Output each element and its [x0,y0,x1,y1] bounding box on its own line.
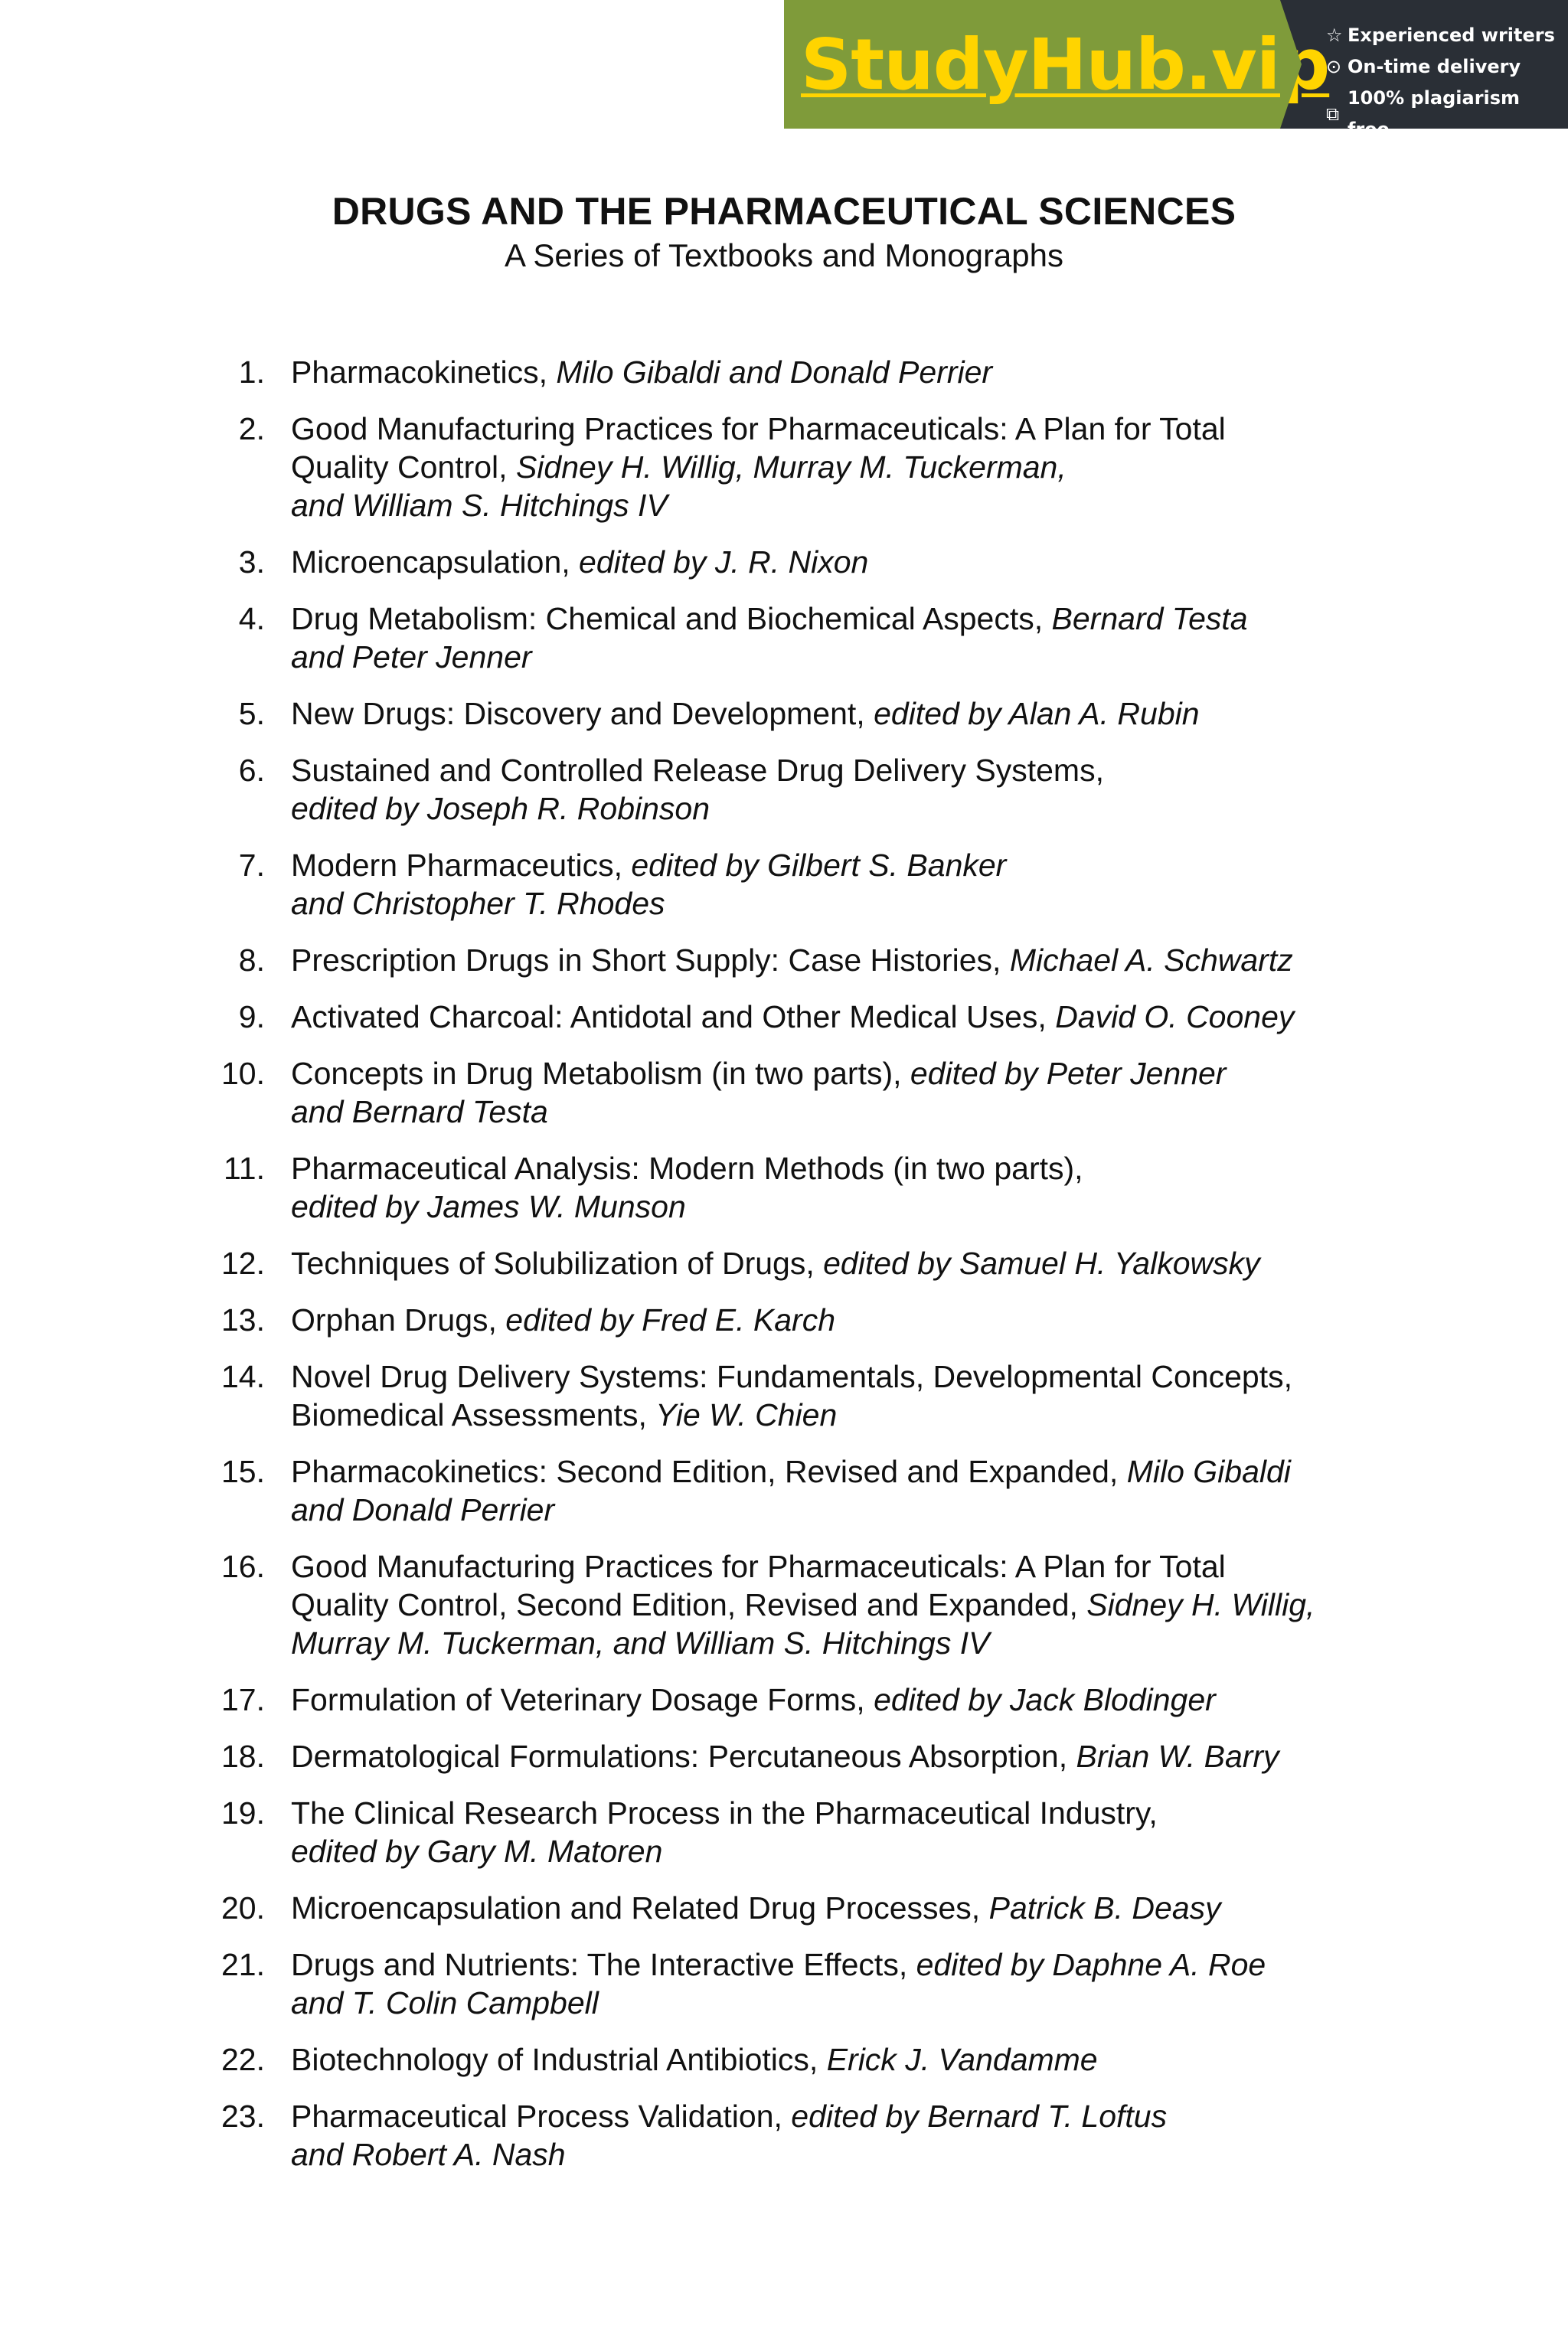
item-number: 12. [221,1246,265,1281]
item-line [291,1945,1393,1984]
list-item [0,2040,1568,2079]
item-author: edited by Joseph R. Robinson [291,791,710,826]
item-line [291,2040,1393,2079]
item-number: 17. [221,1682,265,1717]
item-text [291,1945,1393,2022]
item-author: edited by J. R. Nixon [579,544,869,580]
item-line [291,751,1393,789]
item-author: Milo Gibaldi and Donald Perrier [556,354,993,390]
list-item [0,1681,1568,1719]
item-number: 7. [238,848,265,883]
item-title: Formulation of Veterinary Dosage Forms, [291,1682,874,1717]
studyhub-logo[interactable] [784,0,1330,129]
item-title: Novel Drug Delivery Systems: Fundamentals, Developmental Concepts, [291,1359,1292,1394]
item-line [291,846,1393,884]
item-title: Pharmaceutical Process Validation, [291,2099,792,2134]
item-line [291,1681,1393,1719]
feature-label: 100% plagiarism free [1347,87,1521,140]
page-title: DRUGS AND THE PHARMACEUTICAL SCIENCES [332,190,1236,233]
item-author: edited by Peter Jenner [910,1056,1227,1091]
list-item [0,353,1568,391]
item-number: 13. [221,1302,265,1338]
item-title: Microencapsulation and Related Drug Processes, [291,1890,989,1926]
item-author: Sidney H. Willig, [1086,1587,1315,1622]
item-line [291,1794,1393,1832]
item-author: and Peter Jenner [291,639,532,675]
item-line [291,1832,1393,1870]
item-number: 11. [224,1151,265,1186]
list-item [0,1737,1568,1775]
logo-text: StudyHub.vip [801,23,1330,106]
item-line [291,1452,1393,1491]
item-author: Erick J. Vandamme [826,2042,1098,2077]
item-title: Dermatological Formulations: Percutaneous Absorption, [291,1739,1076,1774]
page-subtitle: A Series of Textbooks and Monographs [504,237,1064,273]
feature-label: On-time delivery [1348,56,1521,77]
item-title: Prescription Drugs in Short Supply: Case Histories, [291,942,1010,978]
item-line [291,1396,1393,1434]
item-line [291,1737,1393,1775]
item-number: 18. [221,1739,265,1774]
list-item [0,941,1568,979]
item-author: Sidney H. Willig, Murray M. Tuckerman, [515,449,1067,485]
item-author: edited by Samuel H. Yalkowsky [823,1246,1260,1281]
item-text [291,941,1393,979]
item-line [291,998,1393,1036]
list-item [0,599,1568,676]
studyhub-banner[interactable] [784,0,1568,140]
item-author: and Christopher T. Rhodes [291,886,665,921]
item-line [291,694,1393,733]
list-item [0,1794,1568,1870]
item-line [291,884,1393,923]
item-title: Sustained and Controlled Release Drug Delivery Systems, [291,753,1104,788]
item-author: Bernard Testa [1051,601,1248,636]
item-author: edited by Jack Blodinger [874,1682,1216,1717]
item-number: 20. [221,1890,265,1926]
item-title: New Drugs: Discovery and Development, [291,696,874,731]
item-line [291,1187,1393,1226]
item-line [291,1889,1393,1927]
item-number: 5. [238,696,265,731]
item-title: Pharmaceutical Analysis: Modern Methods (in two parts), [291,1151,1083,1186]
item-title: Activated Charcoal: Antidotal and Other Medical Uses, [291,999,1056,1034]
list-item [0,751,1568,828]
item-author: David O. Cooney [1055,999,1295,1034]
item-author: and Bernard Testa [291,1094,548,1129]
feature-label: Experienced writers [1348,24,1555,46]
item-author: Michael A. Schwartz [1009,942,1293,978]
item-line [291,410,1393,448]
item-author: edited by Daphne A. Roe [916,1947,1266,1982]
item-text [291,1794,1393,1870]
item-line [291,638,1393,676]
item-line [291,789,1393,828]
item-author: edited by Fred E. Karch [505,1302,836,1338]
item-text [291,694,1393,733]
item-title: Drugs and Nutrients: The Interactive Effects, [291,1947,916,1982]
item-number: 3. [238,544,265,580]
star-icon: ☆ [1326,24,1343,46]
list-item [0,1054,1568,1131]
item-number: 2. [238,411,265,446]
item-author: edited by Gary M. Matoren [291,1834,663,1869]
item-title: Drug Metabolism: Chemical and Biochemical Aspects, [291,601,1052,636]
item-number: 1. [238,354,265,390]
item-number: 10. [221,1056,265,1091]
item-title: Biomedical Assessments, [291,1397,656,1432]
item-title: Quality Control, Second Edition, Revised and Expanded, [291,1587,1087,1622]
item-line [291,448,1393,486]
item-number: 15. [221,1454,265,1489]
item-text [291,846,1393,923]
item-text [291,1547,1393,1662]
item-author: and Robert A. Nash [291,2137,566,2172]
item-line [291,2097,1393,2135]
item-title: Modern Pharmaceutics, [291,848,632,883]
item-number: 4. [238,601,265,636]
clock-icon: ⊙ [1326,56,1342,77]
list-item [0,1149,1568,1226]
item-number: 22. [221,2042,265,2077]
item-text [291,543,1393,581]
item-number: 21. [221,1947,265,1982]
item-line [291,599,1393,638]
item-author: Yie W. Chien [655,1397,838,1432]
item-title: Techniques of Solubilization of Drugs, [291,1246,824,1281]
item-title: Quality Control, [291,449,516,485]
item-title: Orphan Drugs, [291,1302,506,1338]
item-line [291,941,1393,979]
item-author: and Donald Perrier [291,1492,555,1527]
item-number: 6. [238,753,265,788]
item-title: Good Manufacturing Practices for Pharmaceuticals: A Plan for Total [291,411,1226,446]
item-title: The Clinical Research Process in the Pharmaceutical Industry, [291,1795,1158,1831]
item-line [291,1624,1393,1662]
item-author: Brian W. Barry [1076,1739,1279,1774]
item-text [291,1149,1393,1226]
item-text [291,1681,1393,1719]
list-item [0,410,1568,524]
list-item [0,1889,1568,1927]
list-item [0,1244,1568,1282]
feature-on-time-delivery [1326,51,1568,83]
item-author: edited by James W. Munson [291,1189,686,1224]
feature-plagiarism-free [1326,83,1568,145]
item-number: 19. [221,1795,265,1831]
list-item [0,2097,1568,2174]
item-text [291,1244,1393,1282]
list-item [0,998,1568,1036]
item-text [291,1301,1393,1339]
list-item [0,694,1568,733]
item-line [291,1054,1393,1093]
item-number: 8. [238,942,265,978]
item-text [291,1357,1393,1434]
item-text [291,1737,1393,1775]
item-line [291,486,1393,524]
item-author: Murray M. Tuckerman, and William S. Hitchings IV [291,1625,990,1661]
item-line [291,1491,1393,1529]
item-line [291,1149,1393,1187]
list-item [0,1945,1568,2022]
list-item [0,1452,1568,1529]
item-line [291,1984,1393,2022]
item-text [291,1054,1393,1131]
item-text [291,599,1393,676]
item-title: Concepts in Drug Metabolism (in two parts), [291,1056,910,1091]
list-item [0,1357,1568,1434]
item-text [291,751,1393,828]
item-author: and T. Colin Campbell [291,1985,599,2020]
item-text [291,2097,1393,2174]
item-author: Milo Gibaldi [1126,1454,1291,1489]
list-item [0,1301,1568,1339]
item-number: 16. [221,1549,265,1584]
item-author: Patrick B. Deasy [988,1890,1221,1926]
item-line [291,1357,1393,1396]
list-item [0,1547,1568,1662]
list-item [0,543,1568,581]
item-text [291,353,1393,391]
item-author: edited by Alan A. Rubin [874,696,1200,731]
item-text [291,998,1393,1036]
item-title: Good Manufacturing Practices for Pharmaceuticals: A Plan for Total [291,1549,1226,1584]
item-author: and William S. Hitchings IV [291,488,668,523]
item-line [291,1301,1393,1339]
item-number: 9. [238,999,265,1034]
feature-experienced-writers [1326,20,1568,51]
item-line [291,543,1393,581]
item-number: 23. [221,2099,265,2134]
item-author: edited by Gilbert S. Banker [631,848,1007,883]
series-list [0,353,1568,2192]
copy-icon: ⧉ [1326,103,1340,125]
item-title: Pharmacokinetics, [291,354,557,390]
item-line [291,353,1393,391]
item-text [291,1452,1393,1529]
item-number: 14. [221,1359,265,1394]
item-text [291,410,1393,524]
item-line [291,1547,1393,1586]
item-text [291,1889,1393,1927]
list-item [0,846,1568,923]
item-title: Pharmacokinetics: Second Edition, Revised and Expanded, [291,1454,1127,1489]
page-heading [0,188,1568,276]
item-text [291,2040,1393,2079]
item-line [291,1244,1393,1282]
item-title: Microencapsulation, [291,544,580,580]
item-line [291,1093,1393,1131]
item-line [291,1586,1393,1624]
item-line [291,2135,1393,2174]
item-author: edited by Bernard T. Loftus [791,2099,1168,2134]
item-title: Biotechnology of Industrial Antibiotics, [291,2042,827,2077]
